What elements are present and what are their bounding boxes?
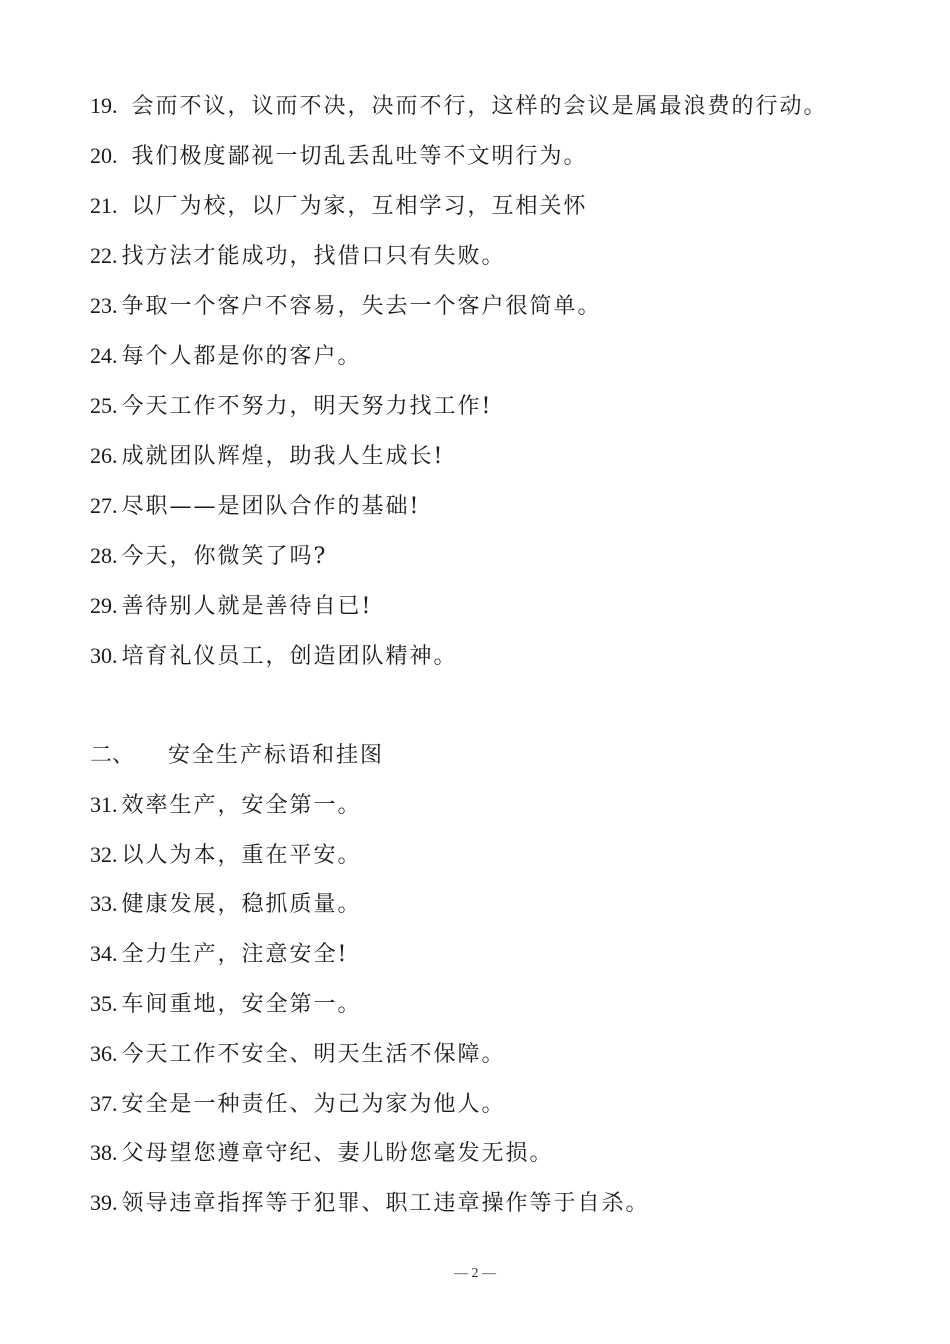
list-item (90, 1090, 506, 1119)
page-number: — 2 — (454, 1266, 496, 1281)
list-item (90, 392, 492, 421)
list-item (90, 92, 828, 121)
item-number: 28. (90, 543, 118, 568)
list-item (90, 791, 362, 820)
list-item (90, 442, 444, 471)
list-item (90, 1040, 506, 1069)
item-number: 26. (90, 443, 118, 468)
item-text: 效率生产，安全第一。 (121, 793, 362, 818)
list-item (90, 890, 362, 919)
item-number: 32. (90, 842, 118, 867)
item-number: 35. (90, 991, 118, 1016)
item-text: 会而不议，议而不决，决而不行，这样的会议是属最浪费的行动。 (131, 94, 828, 119)
item-number: 25. (90, 393, 118, 418)
section-title: 安全生产标语和挂图 (168, 743, 385, 768)
item-text: 领导违章指挥等于犯罪、职工违章操作等于自杀。 (121, 1191, 650, 1216)
item-text: 全力生产，注意安全! (121, 942, 349, 967)
item-text: 培育礼仪员工，创造团队精神。 (121, 644, 458, 669)
item-number: 37. (90, 1091, 118, 1116)
list-item (90, 542, 327, 571)
item-text: 父母望您遵章守纪、妻儿盼您毫发无损。 (121, 1141, 554, 1166)
item-number: 21. (90, 193, 118, 218)
item-number: 30. (90, 643, 118, 668)
item-number: 31. (90, 792, 118, 817)
item-text: 找方法才能成功，找借口只有失败。 (121, 244, 506, 269)
item-number: 20. (90, 143, 118, 168)
list-item (90, 342, 362, 371)
list-item (90, 492, 420, 521)
list-item (90, 841, 362, 870)
list-item (90, 592, 372, 621)
item-text: 今天工作不安全、明天生活不保障。 (121, 1042, 506, 1067)
item-number: 36. (90, 1041, 118, 1066)
item-text: 每个人都是你的客户。 (121, 344, 362, 369)
item-text: 安全是一种责任、为己为家为他人。 (121, 1092, 506, 1117)
item-text: 车间重地，安全第一。 (121, 992, 362, 1017)
section-heading (90, 741, 384, 770)
item-number: 23. (90, 293, 118, 318)
section-number: 二、 (90, 742, 135, 767)
item-number: 24. (90, 343, 118, 368)
list-item (90, 1189, 650, 1218)
list-item (90, 1139, 554, 1168)
item-number: 29. (90, 593, 118, 618)
item-text: 尽职——是团队合作的基础! (121, 494, 421, 519)
item-text: 成就团队辉煌，助我人生成长! (121, 444, 445, 469)
item-text: 以人为本，重在平安。 (121, 843, 362, 868)
item-text: 今天，你微笑了吗? (121, 544, 328, 569)
item-number: 33. (90, 891, 118, 916)
item-text: 以厂为校，以厂为家，互相学习，互相关怀 (131, 194, 588, 219)
item-text: 我们极度鄙视一切乱丢乱吐等不文明行为。 (131, 144, 588, 169)
item-number: 22. (90, 243, 118, 268)
item-number: 34. (90, 941, 118, 966)
list-item (90, 642, 458, 671)
item-number: 38. (90, 1140, 118, 1165)
item-number: 19. (90, 93, 118, 118)
list-item (90, 292, 602, 321)
list-item (90, 990, 362, 1019)
item-number: 27. (90, 493, 118, 518)
item-number: 39. (90, 1190, 118, 1215)
item-text: 争取一个客户不容易，失去一个客户很简单。 (121, 294, 602, 319)
list-item (90, 940, 348, 969)
list-item (90, 142, 588, 171)
list-item (90, 192, 588, 221)
item-text: 善待别人就是善待自已! (121, 594, 373, 619)
item-text: 健康发展，稳抓质量。 (121, 892, 362, 917)
item-text: 今天工作不努力，明天努力找工作! (121, 394, 493, 419)
list-item (90, 242, 506, 271)
